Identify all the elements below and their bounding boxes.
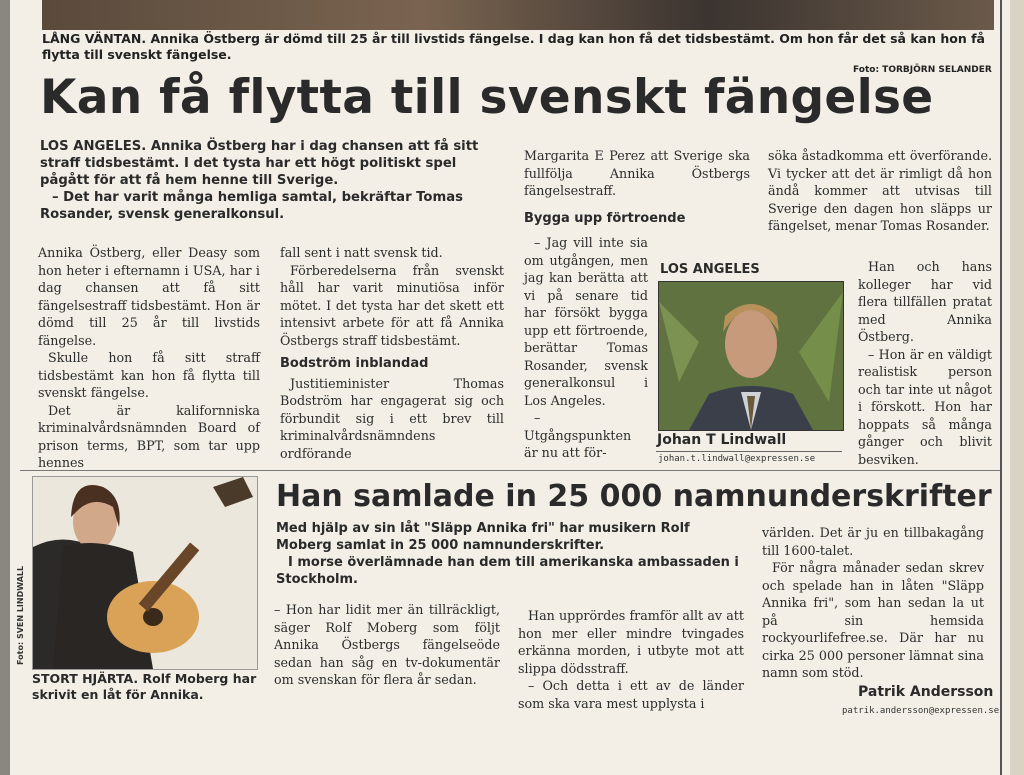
article-column-4-top: [768, 147, 992, 235]
paragraph: Han och hans kolleger har vid flera tillfällen pratat med Annika Östberg.: [858, 259, 992, 344]
paragraph: Det är kalifornniska kriminalvårdsnämnden Board of prison terms, BPT, som tar upp hennes: [38, 402, 260, 470]
ingress2-paragraph: I morse överlämnade han dem till amerikanska ambassaden i Stockholm.: [276, 555, 739, 587]
article2-ingress: [276, 520, 746, 588]
paragraph: – Jag vill inte sia om utgången, men jag kan berätta att vi på senare tid har försökt bygga upp ett förtroende, berättar Tomas Rosander, svensk generalkonsul i Los Angeles.: [524, 235, 648, 408]
photo2-caption-lead: STORT HJÄRTA.: [32, 671, 139, 686]
reporter-portrait: [658, 281, 844, 431]
ingress-quote: – Det har varit många hemliga samtal, bekräftar Tomas Rosander, svensk generalkonsul.: [40, 190, 463, 222]
article-column-3-top: [524, 147, 750, 229]
top-photo: [42, 0, 994, 30]
paragraph: – Hon har lidit mer än tillräckligt, säger Rolf Moberg som följt Annika Östbergs fängelseöde sedan han såg en tv-dokumentär om svenskan för flera år sedan.: [274, 602, 500, 687]
article2-column-c: [762, 524, 984, 682]
portrait-image: [659, 282, 843, 430]
paragraph: Skulle hon få sitt straff tidsbestämt kan hon få flytta till svenskt fängelse.: [38, 350, 260, 400]
musician-image: [33, 477, 257, 669]
article2-author-email: patrik.andersson@expressen.se: [842, 706, 1000, 716]
paragraph: Annika Östberg, eller Deasy som hon heter i efternamn i USA, har i dag chansen att få sitt fängelsestraff tidsbestämt. Hon är dömd till 25 år till livstids fängelse.: [38, 245, 260, 348]
musician-photo: [32, 476, 258, 670]
paragraph: fall sent i natt svensk tid.: [280, 245, 443, 260]
article-column-4-narrow: [858, 258, 992, 468]
photo-credit: Foto: TORBJÖRN SELANDER: [853, 65, 992, 75]
paragraph: – Hon är en väldigt realistisk person och tar inte ut något i förskott. Hon har hoppats så många gånger och blivit besviken.: [858, 346, 992, 467]
caption-lead: LÅNG VÄNTAN.: [42, 31, 147, 46]
paragraph: Förberedelserna från svenskt håll har varit minutiösa inför mötet. I det tysta har det skett ett intensivt arbete för att få Annika Östbergs straff tidsbestämt.: [280, 262, 504, 348]
ingress: [40, 138, 506, 223]
photo2-caption: [32, 671, 262, 703]
article2-headline: Han samlade in 25 000 namnunderskrifter: [276, 479, 992, 514]
caption-text: Annika Östberg är dömd till 25 år till livstids fängelse. I dag kan hon få det tidsbestämt. Om hon får det så kan hon få flytta till svenskt fängelse.: [42, 31, 985, 62]
paragraph: söka åstadkomma ett överförande. Vi tycker att det är rimligt då hon ändå kommer att utvisas till Sverige den dagen hon släpps ur fängelset, menar Tomas Rosander.: [768, 148, 992, 233]
article2-column-b: [518, 607, 744, 712]
paragraph: – Och detta i ett av de länder som ska vara mest upplysta i: [518, 678, 744, 711]
paragraph: Han upprördes framför allt av att hon mer eller mindre tvingades erkänna morden, i utbyte mot att slippa dödsstraff.: [518, 608, 744, 676]
subhead-fortroende: Bygga upp förtroende: [524, 210, 686, 226]
ingress2-paragraph: Med hjälp av sin låt "Släpp Annika fri" har musikern Rolf Moberg samlat in 25 000 namnunderskrifter.: [276, 521, 690, 553]
paragraph: Justitieminister Thomas Bodström har engagerat sig och förbundit sig i ett brev till kriminalvårdsnämndens ordförande: [280, 375, 504, 461]
adjacent-page-edge: [1010, 0, 1024, 775]
article-column-3-narrow: [524, 234, 648, 462]
photo2-credit: Foto: SVEN LINDWALL: [16, 565, 25, 665]
top-photo-caption: [42, 31, 1002, 63]
dateline-location: LOS ANGELES: [660, 262, 760, 277]
section-divider: [20, 470, 1000, 471]
reporter-email: johan.t.lindwall@expressen.se: [658, 454, 816, 464]
subhead-bodstrom: Bodström inblandad: [280, 356, 429, 371]
paragraph: – Utgångspunkten är nu att för-: [524, 410, 632, 460]
ingress-paragraph: LOS ANGELES. Annika Östberg har i dag chansen att få sitt straff tidsbestämt. I det tysta har ett högt politiskt spel pågått för att få hem henne till Sverige.: [40, 139, 479, 188]
paragraph: För några månader sedan skrev och spelade han in låten "Släpp Annika fri", som han sedan la ut på sin hemsida rockyourlifefree.se. Där har nu cirka 25 000 personer lämnat sina namn som stöd.: [762, 560, 984, 680]
paragraph: Margarita E Perez att Sverige ska fullfölja Annika Östbergs fängelsestraff.: [524, 148, 750, 198]
column-border: [1000, 0, 1002, 775]
photo2-caption-text: Rolf Moberg har skrivit en låt för Annika.: [32, 671, 257, 702]
article2-column-a: [274, 601, 500, 689]
divider: [656, 451, 842, 452]
reporter-name: Johan T Lindwall: [657, 432, 787, 448]
article2-author: Patrik Andersson: [858, 684, 994, 700]
article-column-1: [38, 244, 260, 472]
main-headline: Kan få flytta till svenskt fängelse: [40, 70, 934, 125]
article-column-2: [280, 244, 504, 462]
paragraph: världen. Det är ju en tillbakagång till 1600-talet.: [762, 525, 984, 558]
